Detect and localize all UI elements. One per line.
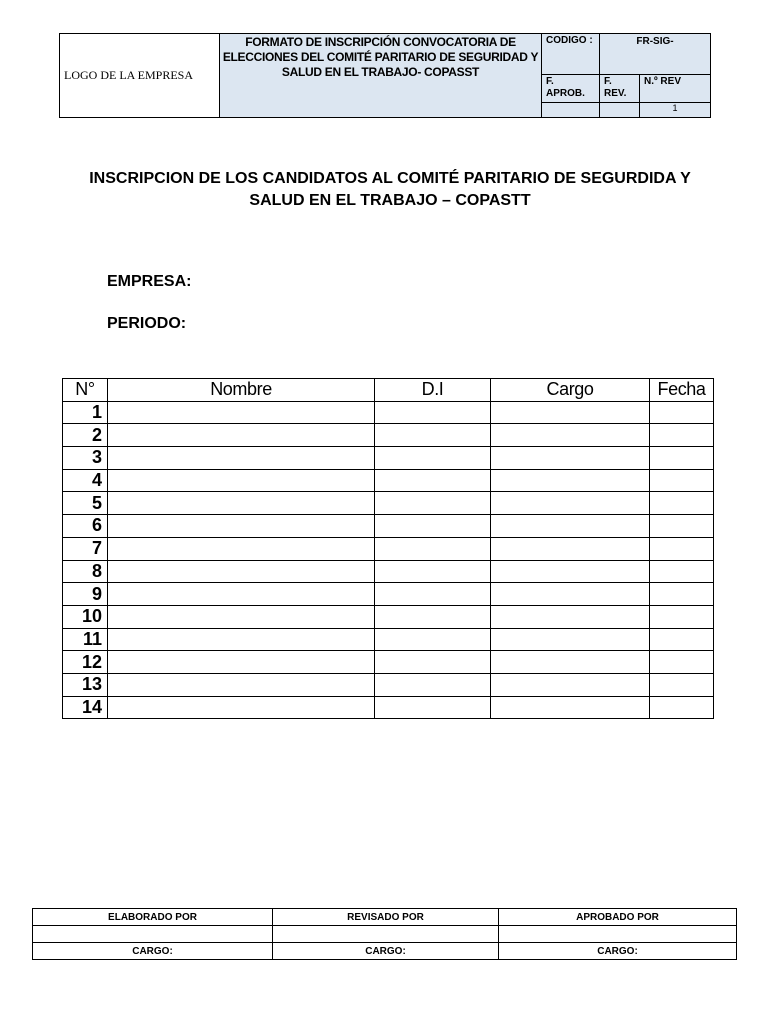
cell-cargo[interactable] bbox=[491, 605, 650, 628]
table-row bbox=[63, 605, 714, 628]
aprobado-cargo-label: CARGO: bbox=[499, 943, 737, 960]
f-aprob-value bbox=[542, 103, 600, 118]
cell-cargo[interactable] bbox=[491, 447, 650, 470]
table-row bbox=[63, 469, 714, 492]
cell-fecha[interactable] bbox=[650, 583, 714, 606]
cell-nombre[interactable] bbox=[108, 696, 375, 719]
row-number: 3 bbox=[63, 447, 108, 470]
col-header-nombre: Nombre bbox=[108, 379, 375, 402]
cell-di[interactable] bbox=[375, 537, 491, 560]
cell-fecha[interactable] bbox=[650, 469, 714, 492]
cell-di[interactable] bbox=[375, 492, 491, 515]
cell-di[interactable] bbox=[375, 447, 491, 470]
table-header-row bbox=[63, 379, 714, 402]
empresa-label: EMPRESA: bbox=[107, 273, 192, 290]
row-number: 7 bbox=[63, 537, 108, 560]
cell-fecha[interactable] bbox=[650, 492, 714, 515]
row-number: 8 bbox=[63, 560, 108, 583]
row-number: 10 bbox=[63, 605, 108, 628]
cell-nombre[interactable] bbox=[108, 651, 375, 674]
cell-nombre[interactable] bbox=[108, 424, 375, 447]
table-row bbox=[63, 424, 714, 447]
cell-di[interactable] bbox=[375, 401, 491, 424]
cell-cargo[interactable] bbox=[491, 401, 650, 424]
row-number: 1 bbox=[63, 401, 108, 424]
table-row bbox=[63, 628, 714, 651]
cell-fecha[interactable] bbox=[650, 424, 714, 447]
cell-cargo[interactable] bbox=[491, 537, 650, 560]
table-row bbox=[63, 401, 714, 424]
elaborado-signature-field[interactable] bbox=[33, 926, 273, 943]
codigo-value: FR-SIG- bbox=[600, 34, 711, 75]
row-number: 5 bbox=[63, 492, 108, 515]
cell-cargo[interactable] bbox=[491, 583, 650, 606]
cell-di[interactable] bbox=[375, 673, 491, 696]
row-number: 9 bbox=[63, 583, 108, 606]
f-rev-value bbox=[600, 103, 640, 118]
aprobado-signature-field[interactable] bbox=[499, 926, 737, 943]
row-number: 12 bbox=[63, 651, 108, 674]
table-row bbox=[63, 651, 714, 674]
cell-di[interactable] bbox=[375, 696, 491, 719]
cell-di[interactable] bbox=[375, 628, 491, 651]
codigo-label: CODIGO : bbox=[542, 34, 600, 75]
cell-fecha[interactable] bbox=[650, 651, 714, 674]
cell-di[interactable] bbox=[375, 651, 491, 674]
cell-cargo[interactable] bbox=[491, 628, 650, 651]
cell-di[interactable] bbox=[375, 560, 491, 583]
cell-cargo[interactable] bbox=[491, 560, 650, 583]
signature-block bbox=[32, 908, 737, 960]
col-header-number: N° bbox=[63, 379, 108, 402]
table-row bbox=[63, 696, 714, 719]
cell-nombre[interactable] bbox=[108, 515, 375, 538]
cell-di[interactable] bbox=[375, 605, 491, 628]
cell-fecha[interactable] bbox=[650, 401, 714, 424]
row-number: 13 bbox=[63, 673, 108, 696]
cell-cargo[interactable] bbox=[491, 515, 650, 538]
cell-nombre[interactable] bbox=[108, 605, 375, 628]
cell-fecha[interactable] bbox=[650, 605, 714, 628]
row-number: 14 bbox=[63, 696, 108, 719]
f-rev-label: F. REV. bbox=[600, 75, 640, 103]
cell-fecha[interactable] bbox=[650, 447, 714, 470]
col-header-di: D.I bbox=[375, 379, 491, 402]
row-number: 6 bbox=[63, 515, 108, 538]
cell-nombre[interactable] bbox=[108, 673, 375, 696]
cell-nombre[interactable] bbox=[108, 560, 375, 583]
cell-fecha[interactable] bbox=[650, 673, 714, 696]
table-row bbox=[63, 492, 714, 515]
table-row bbox=[63, 560, 714, 583]
cell-cargo[interactable] bbox=[491, 651, 650, 674]
nrev-value: 1 bbox=[640, 103, 711, 118]
col-header-cargo: Cargo bbox=[491, 379, 650, 402]
cell-fecha[interactable] bbox=[650, 515, 714, 538]
revisado-signature-field[interactable] bbox=[273, 926, 499, 943]
cell-fecha[interactable] bbox=[650, 628, 714, 651]
form-title: FORMATO DE INSCRIPCIÓN CONVOCATORIA DE ELECCIONES DEL COMITÉ PARITARIO DE SEGURIDAD Y SALUD EN EL TRABAJO- COPASST bbox=[220, 34, 542, 118]
cell-cargo[interactable] bbox=[491, 492, 650, 515]
cell-di[interactable] bbox=[375, 424, 491, 447]
cell-fecha[interactable] bbox=[650, 560, 714, 583]
col-header-fecha: Fecha bbox=[650, 379, 714, 402]
elaborado-label: ELABORADO POR bbox=[33, 909, 273, 926]
periodo-label: PERIODO: bbox=[107, 315, 187, 332]
cell-fecha[interactable] bbox=[650, 537, 714, 560]
row-number: 11 bbox=[63, 628, 108, 651]
revisado-label: REVISADO POR bbox=[273, 909, 499, 926]
table-row bbox=[63, 447, 714, 470]
cell-nombre[interactable] bbox=[108, 401, 375, 424]
cell-di[interactable] bbox=[375, 469, 491, 492]
cell-di[interactable] bbox=[375, 583, 491, 606]
cell-nombre[interactable] bbox=[108, 492, 375, 515]
company-logo-placeholder: LOGO DE LA EMPRESA bbox=[60, 34, 220, 118]
aprobado-label: APROBADO POR bbox=[499, 909, 737, 926]
document-title: INSCRIPCION DE LOS CANDIDATOS AL COMITÉ PARITARIO DE SEGURDIDA Y SALUD EN EL TRABAJO – COPASTT bbox=[89, 170, 691, 209]
cell-nombre[interactable] bbox=[108, 469, 375, 492]
cell-nombre[interactable] bbox=[108, 537, 375, 560]
f-aprob-label: F. APROB. bbox=[542, 75, 600, 103]
cell-cargo[interactable] bbox=[491, 469, 650, 492]
cell-nombre[interactable] bbox=[108, 447, 375, 470]
cell-nombre[interactable] bbox=[108, 583, 375, 606]
table-row bbox=[63, 515, 714, 538]
row-number: 4 bbox=[63, 469, 108, 492]
cell-cargo[interactable] bbox=[491, 696, 650, 719]
table-row bbox=[63, 537, 714, 560]
table-row bbox=[63, 583, 714, 606]
cell-nombre[interactable] bbox=[108, 628, 375, 651]
candidates-table bbox=[62, 378, 714, 719]
cell-cargo[interactable] bbox=[491, 424, 650, 447]
document-header bbox=[59, 33, 711, 118]
revisado-cargo-label: CARGO: bbox=[273, 943, 499, 960]
nrev-label: N.º REV bbox=[640, 75, 711, 103]
cell-fecha[interactable] bbox=[650, 696, 714, 719]
row-number: 2 bbox=[63, 424, 108, 447]
elaborado-cargo-label: CARGO: bbox=[33, 943, 273, 960]
table-row bbox=[63, 673, 714, 696]
cell-cargo[interactable] bbox=[491, 673, 650, 696]
cell-di[interactable] bbox=[375, 515, 491, 538]
